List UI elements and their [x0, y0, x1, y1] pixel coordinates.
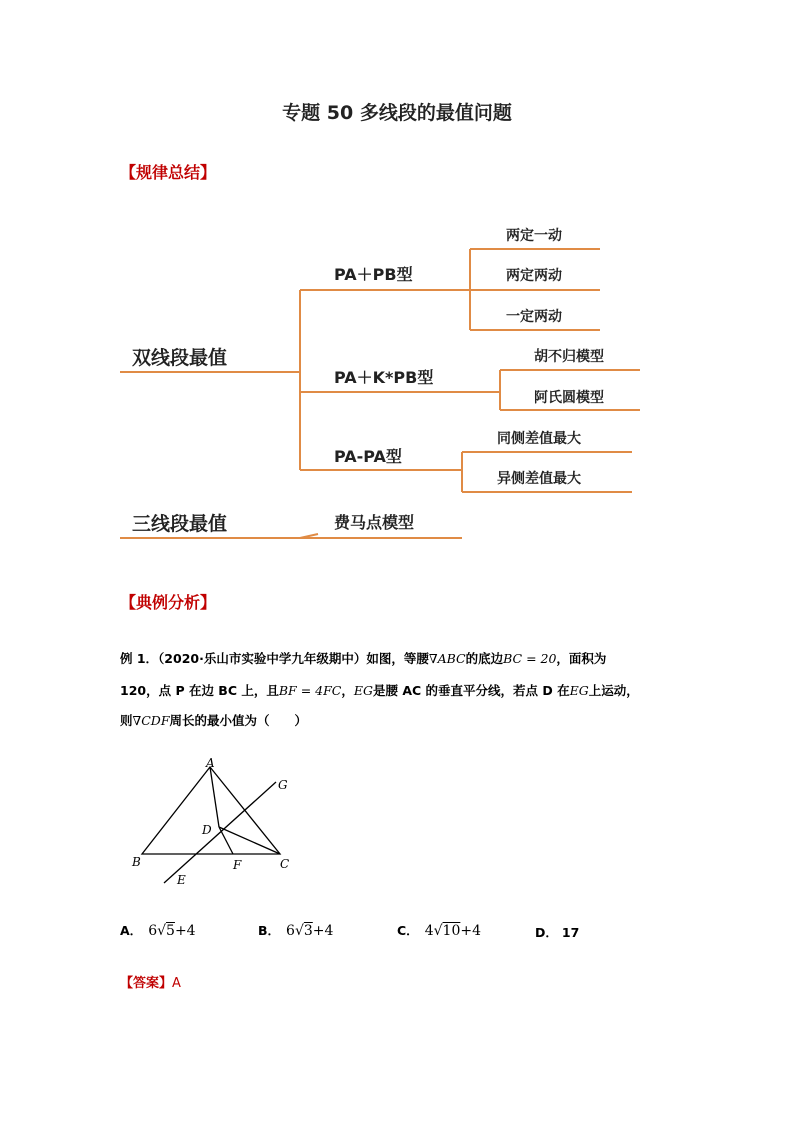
- math-triangle-cdf: ∇CDF: [132, 713, 170, 728]
- option-coef: 6: [286, 923, 295, 939]
- option-a[interactable]: A． 6√5+4: [120, 923, 196, 939]
- option-letter: B．: [258, 923, 281, 938]
- math-eg: EG: [353, 683, 373, 698]
- option-radicand: 10: [442, 923, 461, 939]
- mind-map: [0, 0, 794, 560]
- answer-value: A: [172, 976, 181, 991]
- mindmap-leaf: 阿氏圆模型: [534, 390, 604, 406]
- example-text: 周长的最小值为（ ）: [169, 713, 308, 728]
- math-eg: EG: [569, 683, 589, 698]
- section-heading-examples: 【典例分析】: [120, 593, 217, 612]
- option-value: 17: [561, 925, 580, 940]
- option-tail: +4: [312, 923, 334, 939]
- math-bf: BF = 4FC: [278, 683, 342, 698]
- example-prefix: 例 1．（2020·乐山市实验中学九年级期中）如图，等腰: [120, 651, 429, 666]
- page-title: 专题 50 多线段的最值问题: [282, 102, 512, 124]
- example-text: 的底边: [465, 651, 504, 666]
- label-a: A: [206, 756, 215, 770]
- example-line-3: [120, 705, 307, 737]
- math-bc: BC = 20: [503, 651, 557, 666]
- label-g: G: [278, 778, 288, 792]
- mindmap-leaf: 胡不归模型: [534, 349, 604, 365]
- option-tail: +4: [460, 923, 481, 939]
- option-d[interactable]: [535, 922, 579, 941]
- mindmap-branch-pa-pb: PA＋PB型: [334, 265, 413, 284]
- example-text: 上运动，: [588, 683, 639, 698]
- option-c[interactable]: C． 4√10+4: [397, 923, 481, 939]
- mindmap-branch-fermat: 费马点模型: [334, 513, 415, 532]
- option-b[interactable]: B． 6√3+4: [258, 923, 334, 939]
- geometry-figure: [120, 750, 330, 895]
- line-eg: [164, 782, 276, 883]
- label-d: D: [202, 823, 212, 837]
- label-e: E: [177, 873, 186, 887]
- math-triangle-abc: ∇ABC: [428, 651, 466, 666]
- option-letter: C．: [397, 923, 419, 938]
- example-line-1: [120, 643, 606, 675]
- label-f: F: [233, 858, 242, 872]
- option-radicand: 3: [303, 923, 313, 939]
- example-text: ，面积为: [556, 651, 607, 666]
- mindmap-leaf: 两定两动: [506, 268, 562, 284]
- mindmap-branch-pa-pa: PA-PA型: [334, 447, 402, 466]
- mindmap-leaf: 异侧差值最大: [497, 471, 581, 487]
- section-heading-summary: 【规律总结】: [120, 163, 217, 182]
- option-radicand: 5: [166, 923, 175, 939]
- example-text: ，: [341, 683, 354, 698]
- option-coef: 4: [424, 923, 434, 939]
- example-line-2: [120, 675, 639, 707]
- label-b: B: [132, 855, 141, 869]
- option-letter: D．: [535, 925, 558, 940]
- option-letter: A．: [120, 923, 143, 938]
- mindmap-root-triple: 三线段最值: [132, 513, 228, 535]
- mindmap-leaf: 两定一动: [506, 228, 562, 244]
- label-c: C: [280, 857, 290, 871]
- mindmap-leaf: 一定两动: [506, 309, 562, 325]
- example-text: 则: [120, 713, 133, 728]
- mindmap-root-double: 双线段最值: [132, 347, 228, 369]
- option-tail: +4: [174, 923, 196, 939]
- mindmap-leaf: 同侧差值最大: [497, 431, 581, 447]
- answer-label: 【答案】: [120, 976, 173, 991]
- answer: [120, 972, 181, 991]
- segment-dc: [219, 827, 280, 854]
- mindmap-branch-pa-kpb: PA＋K*PB型: [334, 368, 434, 387]
- example-text: 是腰 AC 的垂直平分线，若点 D 在: [373, 683, 570, 698]
- option-coef: 6: [148, 923, 158, 939]
- example-text: 120，点 P 在边 BC 上，且: [120, 683, 279, 698]
